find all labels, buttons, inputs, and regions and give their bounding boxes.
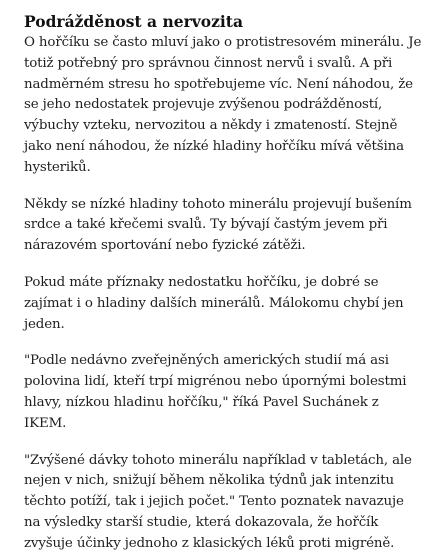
paragraph-heart-cramps: Někdy se nízké hladiny tohoto minerálu projevují bušením srdce a také křečemi svalů. Ty bývají častým jevem při nárazovém sportování nebo fyzické zátěži. bbox=[24, 196, 412, 254]
paragraph-tablets-quote: "Zvýšené dávky tohoto minerálu například v tabletách, ale nejen v nich, snižují během několika týdnů jak intenzitu těchto potíží, tak i jejich počet." Tento poznatek navazuje na výsledky starší studie, která dokazovala, že hořčík zvyšuje účinky jednoho z klasických léků proti migréně. bbox=[24, 452, 412, 551]
paragraph-other-minerals: Pokud máte příznaky nedostatku hořčíku, je dobré se zajímat i o hladiny dalších minerálů. Málokomu chybí jen jeden. bbox=[24, 274, 404, 332]
article-heading: Podrážděnost a nervozita bbox=[24, 12, 243, 31]
paragraph-migraine-quote: "Podle nedávno zveřejněných amerických studií má asi polovina lidí, kteří trpí migrénou nebo úpornými bolestmi hlavy, nízkou hladinu hořčíku," říká Pavel Suchánek z IKEM. bbox=[24, 353, 407, 431]
paragraph-stress: O hořčíku se často mluví jako o protistresovém minerálu. Je totiž potřebný pro správnou činnost nervů i svalů. A při nadměrném stresu ho spotřebujeme víc. Není náhodou, že se jeho nedostatek projevuje zvýšenou podrážděností, výbuchy vzteku, nervozitou a někdy i zmateností. Stejně jako není náhodou, že nízké hladiny hořčíku mívá většina hysteriků. bbox=[24, 35, 422, 175]
